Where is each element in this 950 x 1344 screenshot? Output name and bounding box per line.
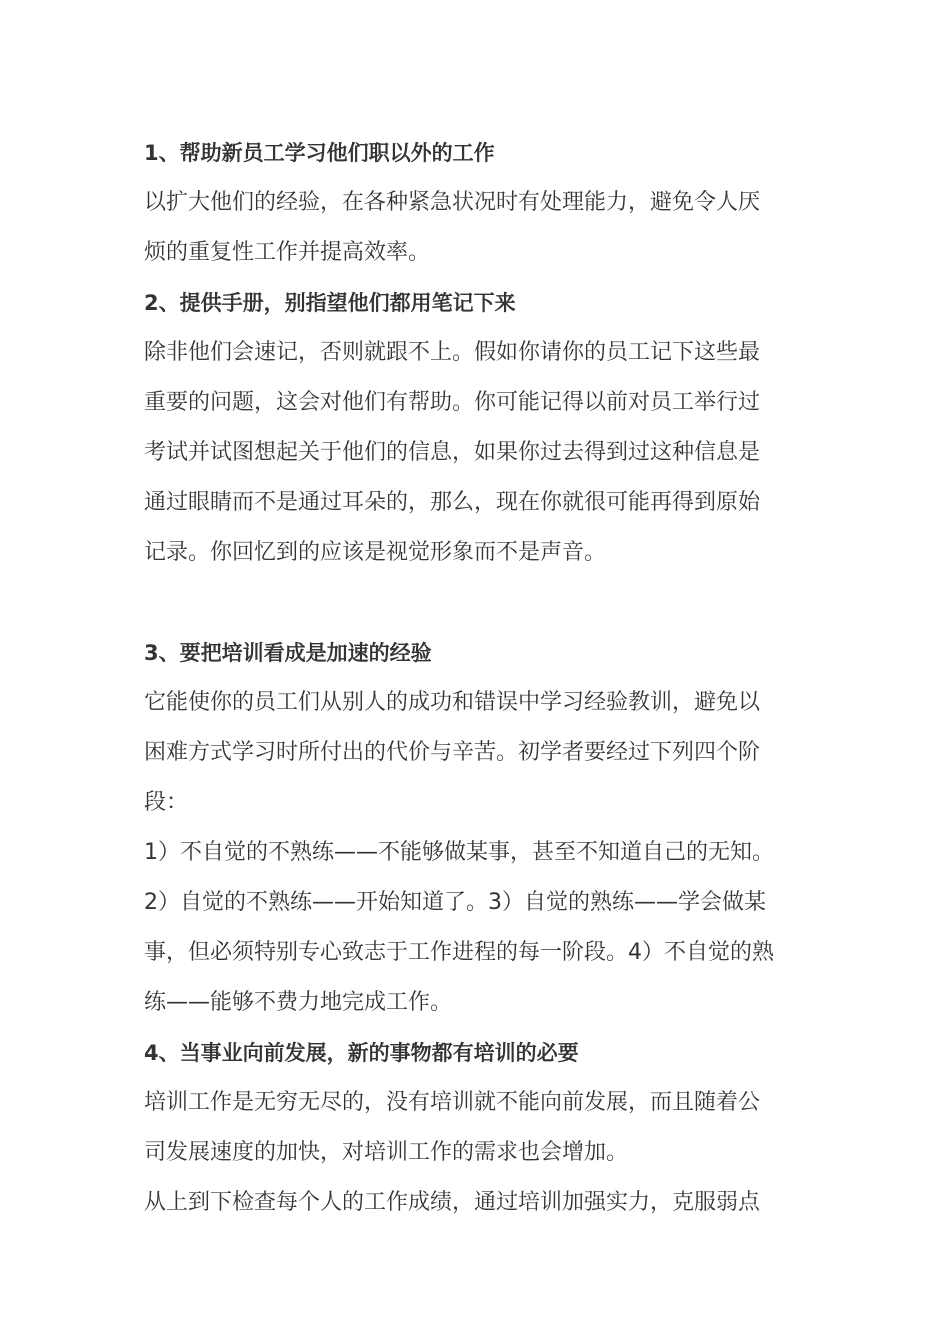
text-line: 困难方式学习时所付出的代价与辛苦。初学者要经过下列四个阶 bbox=[144, 740, 761, 765]
section-3-paragraph-2 bbox=[144, 828, 816, 878]
section-3-paragraph-1 bbox=[144, 678, 816, 828]
text-line: 事，但必须特别专心致志于工作进程的每一阶段。4）不自觉的熟 bbox=[144, 940, 774, 965]
section-4 bbox=[144, 1028, 816, 1228]
text-line: 段： bbox=[144, 790, 189, 815]
text-line: 司发展速度的加快，对培训工作的需求也会增加。 bbox=[144, 1140, 629, 1165]
text-line: 考试并试图想起关于他们的信息，如果你过去得到过这种信息是 bbox=[144, 440, 761, 465]
text-line: 1）不自觉的不熟练——不能够做某事，甚至不知道自己的无知。 bbox=[144, 840, 774, 865]
text-line: 通过眼睛而不是通过耳朵的，那么，现在你就很可能再得到原始 bbox=[144, 490, 761, 515]
text-line: 练——能够不费力地完成工作。 bbox=[144, 990, 453, 1015]
blank-line bbox=[144, 578, 816, 628]
section-4-paragraph-2 bbox=[144, 1178, 816, 1228]
text-line: 从上到下检查每个人的工作成绩，通过培训加强实力，克服弱点 bbox=[144, 1190, 761, 1215]
text-line: 烦的重复性工作并提高效率。 bbox=[144, 240, 431, 265]
section-2-paragraph-1 bbox=[144, 328, 816, 578]
section-1-paragraph-1 bbox=[144, 178, 816, 278]
text-line: 重要的问题，这会对他们有帮助。你可能记得以前对员工举行过 bbox=[144, 390, 761, 415]
text-line: 培训工作是无穷无尽的，没有培训就不能向前发展，而且随着公 bbox=[144, 1090, 761, 1115]
section-2 bbox=[144, 278, 816, 578]
section-2-heading: 2、提供手册，别指望他们都用笔记下来 bbox=[144, 291, 516, 315]
section-3-heading: 3、要把培训看成是加速的经验 bbox=[144, 641, 432, 665]
document-body bbox=[144, 128, 816, 1228]
section-4-heading: 4、当事业向前发展，新的事物都有培训的必要 bbox=[144, 1041, 579, 1065]
text-line: 以扩大他们的经验，在各种紧急状况时有处理能力，避免令人厌 bbox=[144, 190, 761, 215]
section-4-paragraph-1 bbox=[144, 1078, 816, 1178]
section-1 bbox=[144, 128, 816, 278]
text-line: 它能使你的员工们从别人的成功和错误中学习经验教训，避免以 bbox=[144, 690, 761, 715]
text-line: 2）自觉的不熟练——开始知道了。3）自觉的熟练——学会做某 bbox=[144, 890, 766, 915]
section-3 bbox=[144, 628, 816, 1028]
text-line: 除非他们会速记，否则就跟不上。假如你请你的员工记下这些最 bbox=[144, 340, 761, 365]
section-3-paragraph-3 bbox=[144, 878, 816, 1028]
section-1-heading: 1、帮助新员工学习他们职以外的工作 bbox=[144, 141, 495, 165]
text-line: 记录。你回忆到的应该是视觉形象而不是声音。 bbox=[144, 540, 607, 565]
